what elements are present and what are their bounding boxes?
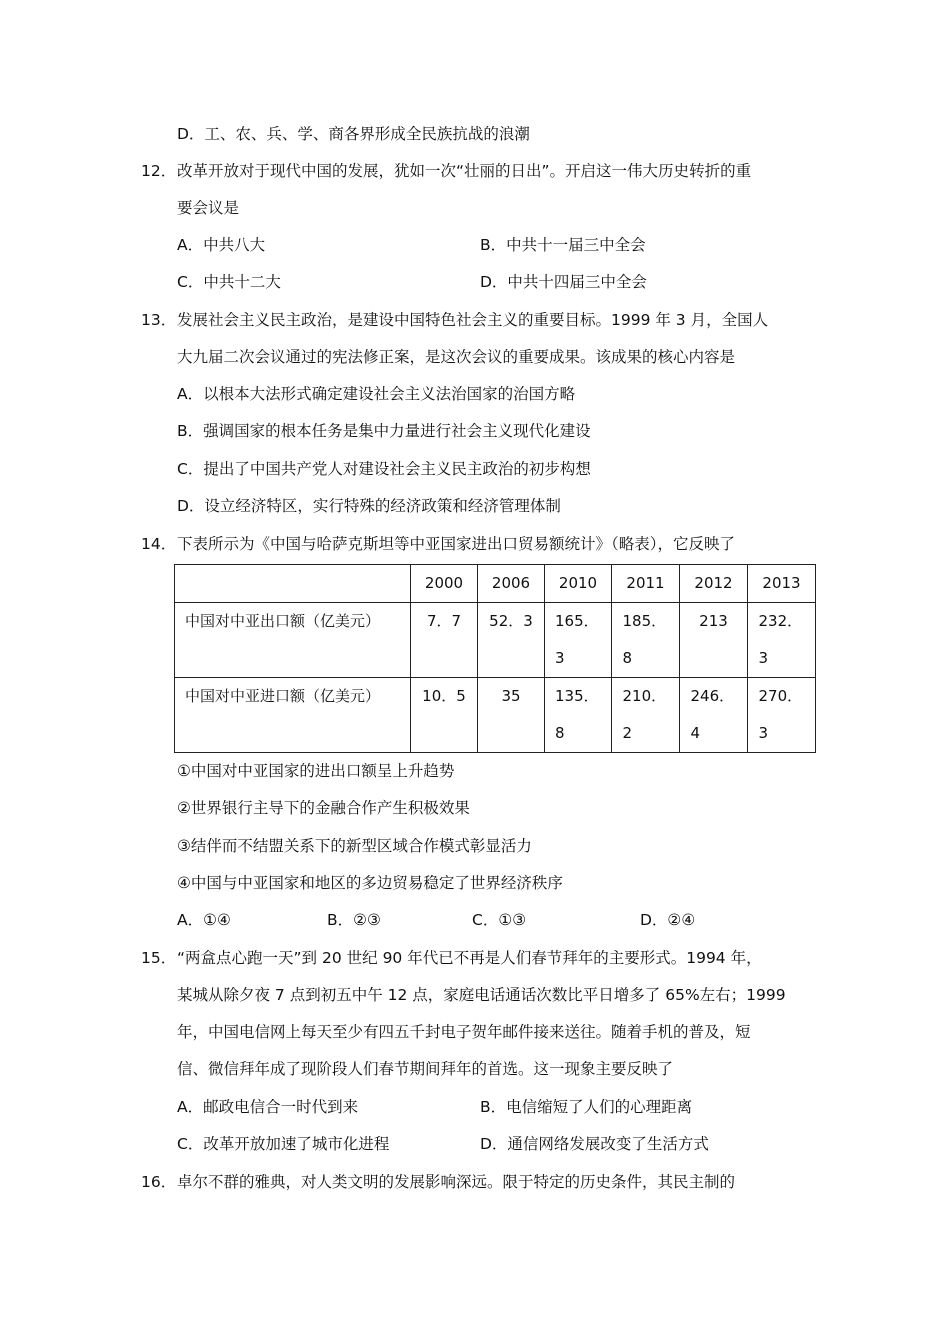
q14-statement-2: ②世界银行主导下的金融合作产生积极效果	[177, 799, 470, 817]
q15-option-c: C．改革开放加速了城市化进程	[177, 1135, 390, 1153]
q15-stem-line3: 年，中国电信网上每天至少有四五千封电子贺年邮件接来送往。随着手机的普及，短	[177, 1023, 751, 1041]
q12-option-d: D．中共十四届三中全会	[480, 273, 647, 291]
q15-stem-line2: 某城从除夕夜 7 点到初五中午 12 点，家庭电话通话次数比平日增多了 65%左右；1999	[177, 986, 786, 1004]
q16-number: 16．	[141, 1173, 177, 1191]
table-year-header: 2013	[748, 565, 816, 603]
q12-stem-line1: 改革开放对于现代中国的发展，犹如一次“壮丽的日出”。开启这一伟大历史转折的重	[177, 162, 752, 180]
q14-statement-1: ①中国对中亚国家的进出口额呈上升趋势	[177, 762, 455, 780]
table-cell: 135．8	[545, 678, 612, 753]
q15-option-a: A．邮政电信合一时代到来	[177, 1098, 359, 1116]
table-cell: 213	[680, 603, 748, 678]
q14-statement-4: ④中国与中亚国家和地区的多边贸易稳定了世界经济秩序	[177, 874, 563, 892]
q13-stem-line1: 发展社会主义民主政治，是建设中国特色社会主义的重要目标。1999 年 3 月，全国人	[177, 311, 769, 329]
q12-option-b: B．中共十一届三中全会	[480, 236, 646, 254]
q15-number: 15．	[141, 949, 177, 967]
table-year-header: 2011	[612, 565, 680, 603]
q14-stem: 下表所示为《中国与哈萨克斯坦等中亚国家进出口贸易额统计》（略表），它反映了	[177, 535, 736, 553]
table-cell: 10．5	[411, 678, 478, 753]
table-row-label: 中国对中亚出口额（亿美元）	[175, 603, 411, 678]
q14-option-b: B．②③	[327, 911, 381, 929]
q12-number: 12．	[141, 162, 177, 180]
table-cell: 232．3	[748, 603, 816, 678]
q12-stem-line2: 要会议是	[177, 199, 240, 217]
q13-option-c: C．提出了中国共产党人对建设社会主义民主政治的初步构想	[177, 460, 591, 478]
q15-option-b: B．电信缩短了人们的心理距离	[480, 1098, 693, 1116]
table-row	[175, 603, 816, 678]
q13-number: 13．	[141, 311, 177, 329]
table-cell: 210．2	[612, 678, 680, 753]
table-row	[175, 678, 816, 753]
q14-option-c: C．①③	[472, 911, 527, 929]
table-year-header: 2006	[478, 565, 545, 603]
table-corner-cell	[175, 565, 411, 603]
table-row-label: 中国对中亚进口额（亿美元）	[175, 678, 411, 753]
table-cell: 246．4	[680, 678, 748, 753]
q11-option-d: D．工、农、兵、学、商各界形成全民族抗战的浪潮	[177, 125, 530, 143]
q12-option-c: C．中共十二大	[177, 273, 281, 291]
table-cell: 7．7	[411, 603, 478, 678]
q15-option-d: D．通信网络发展改变了生活方式	[480, 1135, 709, 1153]
q15-stem-line1: “两盒点心跑一天”到 20 世纪 90 年代已不再是人们春节拜年的主要形式。1994 年，	[177, 949, 762, 967]
q12-option-a: A．中共八大	[177, 236, 266, 254]
q13-option-a: A．以根本大法形式确定建设社会主义法治国家的治国方略	[177, 385, 576, 403]
table-year-header: 2000	[411, 565, 478, 603]
q14-statement-3: ③结伴而不结盟关系下的新型区域合作模式彰显活力	[177, 837, 532, 855]
q14-option-a: A．①④	[177, 911, 231, 929]
table-cell: 52．3	[478, 603, 545, 678]
q13-option-d: D．设立经济特区，实行特殊的经济政策和经济管理体制	[177, 497, 561, 515]
q14-number: 14．	[141, 535, 177, 553]
q16-stem-line1: 卓尔不群的雅典，对人类文明的发展影响深远。限于特定的历史条件，其民主制的	[177, 1173, 736, 1191]
table-cell: 35	[478, 678, 545, 753]
table-year-header: 2012	[680, 565, 748, 603]
table-cell: 165．3	[545, 603, 612, 678]
table-year-header: 2010	[545, 565, 612, 603]
table-header-row	[175, 565, 816, 603]
trade-table	[174, 564, 816, 753]
q15-stem-line4: 信、微信拜年成了现阶段人们春节期间拜年的首选。这一现象主要反映了	[177, 1060, 674, 1078]
q14-option-d: D．②④	[640, 911, 696, 929]
q13-option-b: B．强调国家的根本任务是集中力量进行社会主义现代化建设	[177, 422, 591, 440]
q13-stem-line2: 大九届二次会议通过的宪法修正案，是这次会议的重要成果。该成果的核心内容是	[177, 348, 736, 366]
table-cell: 185．8	[612, 603, 680, 678]
table-cell: 270．3	[748, 678, 816, 753]
